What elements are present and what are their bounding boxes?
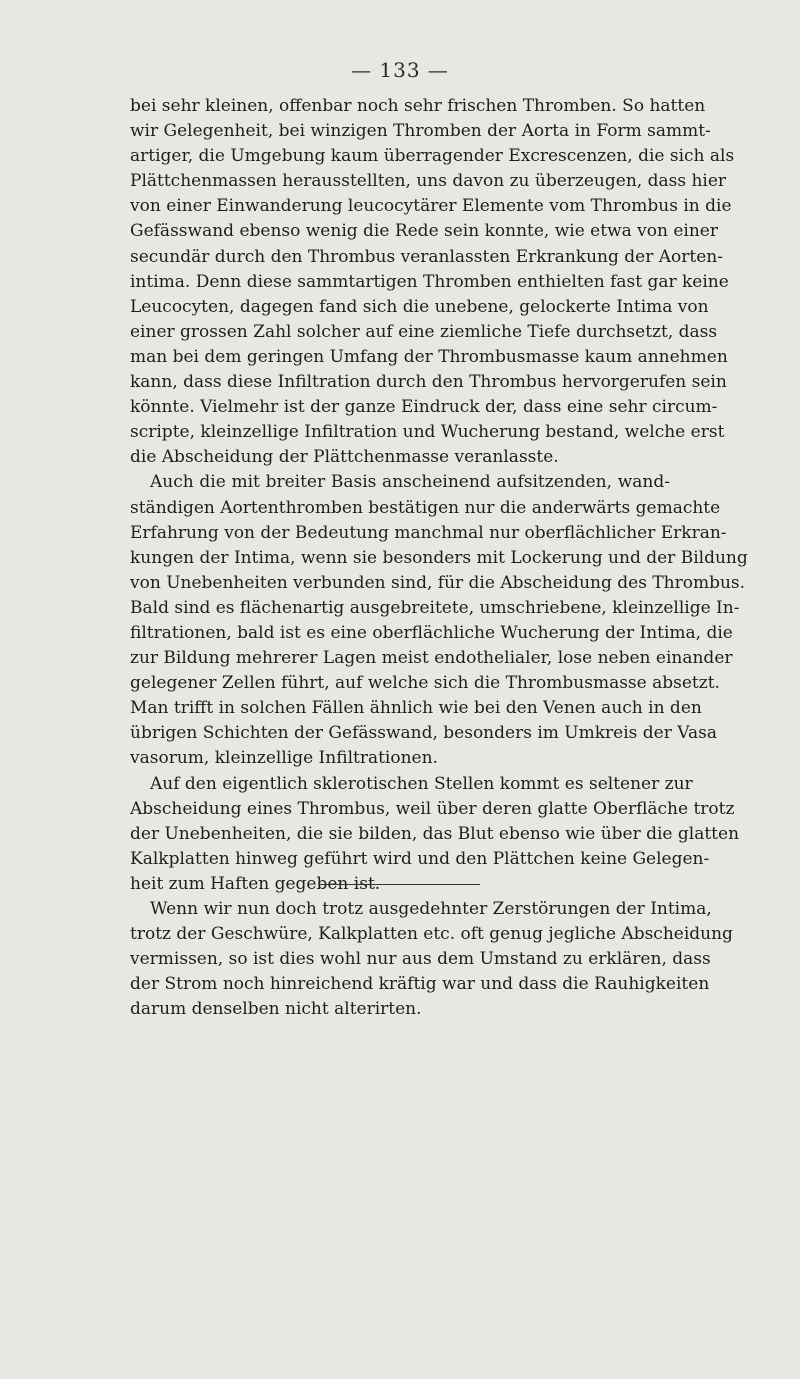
text-line: zur Bildung mehrerer Lagen meist endothelialer, lose neben einander <box>130 648 733 669</box>
text-line: von einer Einwanderung leucocytärer Elemente vom Thrombus in die <box>130 196 732 217</box>
page-number: — 133 — <box>351 58 449 82</box>
text-line: Wenn wir nun doch trotz ausgedehnter Zerstörungen der Intima, <box>150 899 712 919</box>
text-line: man bei dem geringen Umfang der Thrombusmasse kaum annehmen <box>130 346 728 367</box>
text-line: vasorum, kleinzellige Infiltrationen. <box>130 748 438 769</box>
text-line: der Unebenheiten, die sie bilden, das Blut ebenso wie über die glatten <box>130 823 740 844</box>
text-line: die Abscheidung der Plättchenmasse veranlasste. <box>130 447 559 468</box>
text-line: der Strom noch hinreichend kräftig war und dass die Rauhigkeiten <box>130 974 710 995</box>
text-line: bei sehr kleinen, offenbar noch sehr frischen Thromben. So hatten <box>130 96 706 116</box>
text-line: Auch die mit breiter Basis anscheinend aufsitzenden, wand- <box>150 472 670 493</box>
text-line: Kalkplatten hinweg geführt wird und den Plättchen keine Gelegen- <box>130 848 710 869</box>
text-line: Abscheidung eines Thrombus, weil über deren glatte Oberfläche trotz <box>130 798 735 819</box>
text-line: vermissen, so ist dies wohl nur aus dem Umstand zu erklären, dass <box>130 949 711 970</box>
text-line: übrigen Schichten der Gefässwand, besonders im Umkreis der Vasa <box>130 723 717 744</box>
text-line: trotz der Geschwüre, Kalkplatten etc. oft genug jegliche Abscheidung <box>130 924 733 945</box>
section-end-rule <box>320 884 480 885</box>
text-line: Bald sind es flächenartig ausgebreitete, umschriebene, kleinzellige In- <box>130 597 740 618</box>
text-line: Gefässwand ebenso wenig die Rede sein konnte, wie etwa von einer <box>130 221 718 242</box>
text-line: Auf den eigentlich sklerotischen Stellen kommt es seltener zur <box>150 773 693 794</box>
text-line: von Unebenheiten verbunden sind, für die Abscheidung des Thrombus. <box>130 572 746 593</box>
text-line: wir Gelegenheit, bei winzigen Thromben der Aorta in Form sammt- <box>130 121 711 142</box>
text-line: Man trifft in solchen Fällen ähnlich wie bei den Venen auch in den <box>130 698 702 719</box>
text-line: einer grossen Zahl solcher auf eine ziemliche Tiefe durchsetzt, dass <box>130 321 718 342</box>
text-line: Leucocyten, dagegen fand sich die unebene, gelockerte Intima von <box>130 296 709 317</box>
text-line: darum denselben nicht alterirten. <box>130 999 422 1020</box>
text-line: scripte, kleinzellige Infiltration und Wucherung bestand, welche erst <box>130 422 725 443</box>
text-line: kann, dass diese Infiltration durch den Thrombus hervorgerufen sein <box>130 372 727 393</box>
text-line: Erfahrung von der Bedeutung manchmal nur oberflächlicher Erkran- <box>130 522 727 543</box>
text-line: kungen der Intima, wenn sie besonders mit Lockerung und der Bildung <box>130 547 748 568</box>
text-line: filtrationen, bald ist es eine oberflächliche Wucherung der Intima, die <box>130 622 733 643</box>
text-line: könnte. Vielmehr ist der ganze Eindruck der, dass eine sehr circum- <box>130 397 718 418</box>
text-line: Plättchenmassen herausstellten, uns davon zu überzeugen, dass hier <box>130 171 727 192</box>
text-line: intima. Denn diese sammtartigen Thromben enthielten fast gar keine <box>130 271 729 292</box>
text-line: secundär durch den Thrombus veranlassten Erkrankung der Aorten- <box>130 246 723 267</box>
text-line: artiger, die Umgebung kaum überragender Excrescenzen, die sich als <box>130 146 735 167</box>
text-line: ständigen Aortenthromben bestätigen nur die anderwärts gemachte <box>130 497 721 518</box>
text-line: gelegener Zellen führt, auf welche sich die Thrombusmasse absetzt. <box>130 673 720 694</box>
text-line: heit zum Haften gegeben ist. <box>130 873 381 894</box>
